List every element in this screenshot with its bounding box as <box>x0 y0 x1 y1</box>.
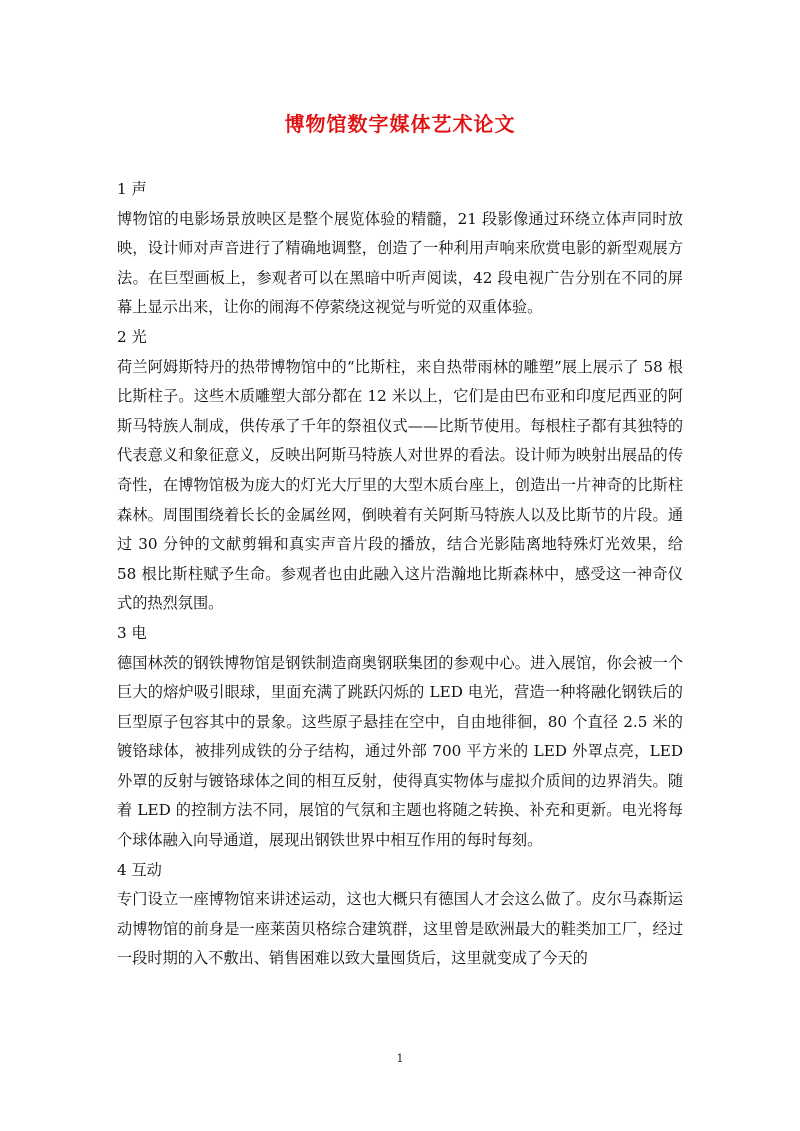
section-paragraph-interaction: 专门设立一座博物馆来讲述运动，这也大概只有德国人才会这么做了。皮尔马森斯运动博物馆的前身是一座莱茵贝格综合建筑群，这里曾是欧洲最大的鞋类加工厂，经过一段时期的入不敷出、销售困难以致大量囤货后，这里就变成了今天的 <box>117 890 683 968</box>
section-heading-interaction: 4 互动 <box>117 860 162 879</box>
section-heading-electricity: 3 电 <box>117 623 147 642</box>
section-heading-sound: 1 声 <box>117 180 147 198</box>
section-heading-light: 2 光 <box>117 327 147 346</box>
section-paragraph-light: 荷兰阿姆斯特丹的热带博物馆中的“比斯柱，来自热带雨林的雕塑”展上展示了 58 根比斯柱子。这些木质雕塑大部分都在 12 米以上，它们是由巴布亚和印度尼西亚的阿斯马特族人制成，供传承了千年的祭祖仪式——比斯节使用。每根柱子都有其独特的代表意义和象征意义，反映出阿斯马特族人对世界的看法。设计师为映射出展品的传奇性，在博物馆极为庞大的灯光大厅里的大型木质台座上，创造出一片神奇的比斯柱森林。周围围绕着长长的金属丝网，倒映着有关阿斯马特族人以及比斯节的片段。通过 30 分钟的文献剪辑和真实声音片段的播放，结合光影陆离地特殊灯光效果，给 58 根比斯柱赋予生命。参观者也由此融入这片浩瀚地比斯森林中，感受这一神奇仪式的热烈氛围。 <box>117 357 683 613</box>
document-body <box>117 175 683 974</box>
document-title: 博物馆数字媒体艺术论文 <box>284 112 516 136</box>
section-paragraph-electricity: 德国林茨的钢铁博物馆是钢铁制造商奥钢联集团的参观中心。进入展馆，你会被一个巨大的熔炉吸引眼球，里面充满了跳跃闪烁的 LED 电光，营造一种将融化钢铁后的巨型原子包容其中的景象。这些原子悬挂在空中，自由地徘徊，80 个直径 2.5 米的镀铬球体，被排列成铁的分子结构，通过外部 700 平方米的 LED 外罩点亮，LED 外罩的反射与镀铬球体之间的相互反射，使得真实物体与虚拟介质间的边界消失。随着 LED 的控制方法不同，展馆的气氛和主题也将随之转换、补充和更新。电光将每个球体融入向导通道，展现出钢铁世界中相互作用的每时每刻。 <box>117 653 683 850</box>
section-paragraph-sound: 博物馆的电影场景放映区是整个展览体验的精髓，21 段影像通过环绕立体声同时放映，设计师对声音进行了精确地调整，创造了一种利用声响来欣赏电影的新型观展方法。在巨型画板上，参观者可以在黑暗中听声阅读，42 段电视广告分别在不同的屏幕上显示出来，让你的闹海不停萦绕这视觉与听觉的双重体验。 <box>117 209 683 317</box>
page-number: 1 <box>396 1052 404 1065</box>
